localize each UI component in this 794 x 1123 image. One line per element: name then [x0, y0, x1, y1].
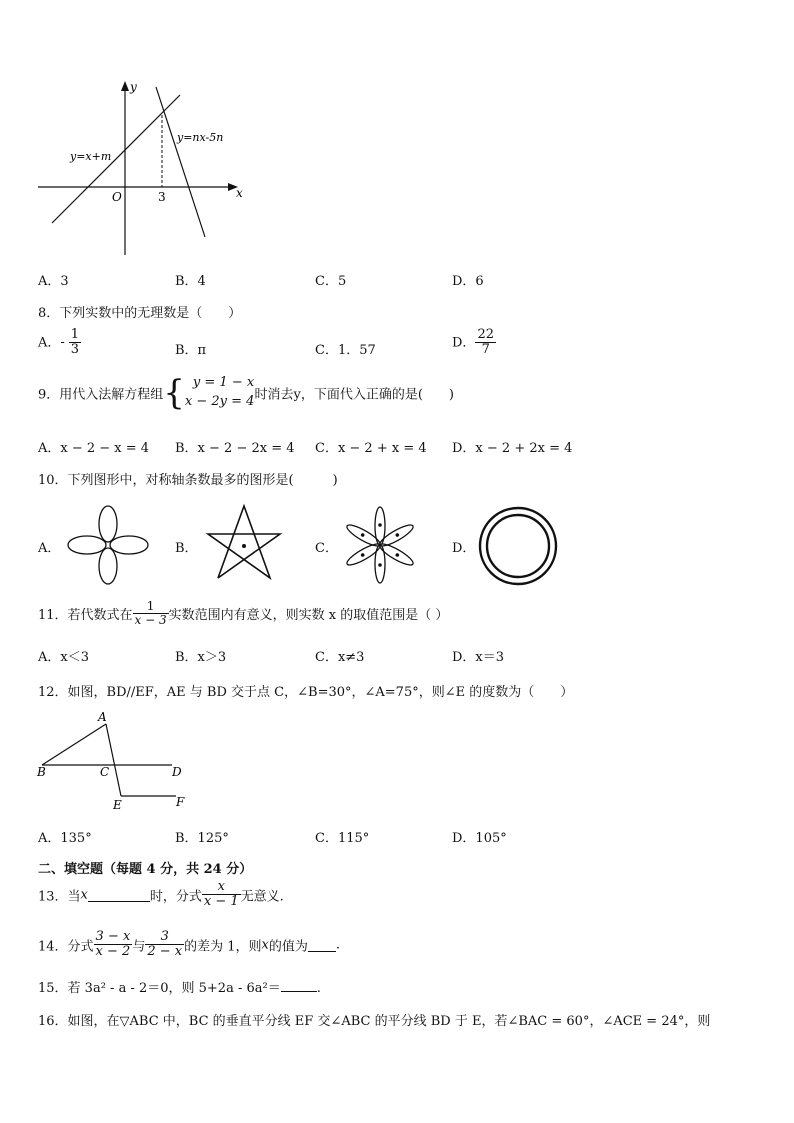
q12-option-a: A．135° [38, 831, 92, 846]
q9-eq2: x − 2y = 4 [184, 393, 255, 409]
q14-mid1: 与 [132, 939, 146, 955]
q14-f2-den: 2 − x [147, 944, 183, 960]
q9-option-b: B．x − 2 − 2x = 4 [175, 441, 295, 456]
q13-mid: 时，分式 [149, 889, 202, 905]
q8-option-a-prefix: A． [38, 335, 61, 351]
q14-answer-blank[interactable] [308, 937, 336, 952]
q16: 16．如图，在▽ABC 中，BC 的垂直平分线 EF 交∠ABC 的平分线 BD 于 E，若∠BAC = 60°，∠ACE = 24°，则 [38, 1014, 711, 1029]
tick-3-label: 3 [158, 190, 166, 204]
point-a-label: A [98, 710, 107, 724]
q10-figure-c-flower [340, 505, 420, 585]
flower-dot [378, 523, 382, 527]
flower-dot [378, 563, 382, 567]
q9-stem [38, 374, 454, 412]
q10-label-a: A． [38, 541, 61, 556]
section-2-heading: 二、填空题（每题 4 分，共 24 分） [38, 862, 253, 877]
x-axis-label: x [236, 186, 243, 200]
q14-fraction-1 [94, 930, 133, 960]
point-d-label: D [172, 765, 182, 779]
y-axis-label: y [130, 80, 137, 94]
segment-ab [42, 724, 106, 765]
flower-dot [395, 553, 400, 558]
q9-option-c: C．x − 2 + x = 4 [315, 441, 427, 456]
q8-option-d-den: 7 [481, 342, 490, 358]
q10-label-d: D． [452, 541, 476, 556]
segment-ae [106, 724, 121, 796]
q11-option-a: A．x＜3 [38, 650, 89, 665]
q10-stem: 10．下列图形中，对称轴条数最多的图形是( ) [38, 473, 338, 488]
q11-stem-pre: 11．若代数式在 [38, 608, 133, 624]
q9-system [185, 374, 255, 412]
q10-figure-b-star [204, 502, 284, 582]
q7-option-b: B．4 [175, 274, 206, 289]
q8-stem: 8．下列实数中的无理数是（ ） [38, 306, 242, 321]
q8-option-d-prefix: D． [452, 335, 476, 351]
q11-option-c: C．x≠3 [315, 650, 365, 665]
q14 [38, 930, 340, 960]
q10-figure-d-rings [477, 505, 559, 587]
q13-frac-den: x − 1 [203, 894, 239, 910]
q11-stem-post: 实数范围内有意义，则实数 x 的取值范围是（ ） [168, 608, 449, 624]
q13-var: x [80, 887, 88, 903]
outer-ring [480, 508, 556, 584]
q12-option-b: B．125° [175, 831, 229, 846]
q14-f1-den: x − 2 [95, 944, 131, 960]
q9-option-d: D．x − 2 + 2x = 4 [452, 441, 573, 456]
q7-option-a: A．3 [38, 274, 69, 289]
q13-frac-num: x [202, 880, 241, 895]
q10-label-c: C． [315, 541, 338, 556]
petal [99, 506, 117, 542]
point-f-label: F [176, 795, 185, 809]
point-e-label: E [113, 798, 122, 812]
q8-option-c: C．1．57 [315, 343, 376, 358]
petal [68, 536, 106, 554]
q13 [38, 880, 284, 910]
star-outline [208, 506, 280, 578]
q8-option-a-num: 1 [70, 327, 80, 342]
line1-label: y=x+m [70, 150, 112, 163]
q14-fraction-2 [145, 930, 184, 960]
q7-option-c: C．5 [315, 274, 347, 289]
q13-pre: 13．当 [38, 889, 81, 905]
q7-option-d: D．6 [452, 274, 484, 289]
origin-label: O [112, 190, 122, 204]
q9-stem-pre: 9．用代入法解方程组 [38, 387, 164, 403]
q13-fraction [202, 880, 241, 910]
q9-stem-post: 时消去y，下面代入正确的是( ) [254, 387, 454, 403]
q11-option-d: D．x＝3 [452, 650, 505, 665]
q13-post: 无意义. [240, 889, 284, 905]
q15 [38, 977, 321, 996]
q12-stem: 12．如图，BD//EF，AE 与 BD 交于点 C，∠B=30°，∠A=75°，则∠E 的度数为（ ） [38, 685, 574, 700]
q8-option-b: B．π [175, 343, 207, 358]
flower-dot [360, 533, 365, 538]
q15-end: . [316, 981, 321, 996]
q11-frac-num: 1 [133, 600, 169, 614]
q11-fraction [133, 600, 169, 627]
q14-end: . [335, 937, 340, 953]
q14-mid2: 的差为 1，则 [184, 939, 262, 955]
petal [99, 548, 117, 584]
line-y-nx-5n [156, 87, 205, 237]
q12-option-d: D．105° [452, 831, 507, 846]
q8-option-a-fraction [69, 328, 81, 358]
q8-option-a-sign: - [60, 335, 65, 351]
q14-pre: 14．分式 [38, 939, 94, 955]
q12-option-c: C．115° [315, 831, 370, 846]
q9-eq1: y = 1 − x [192, 375, 255, 390]
q13-answer-blank[interactable] [88, 887, 150, 902]
flower-dot [395, 533, 400, 538]
q8-option-d [452, 328, 496, 358]
q8-option-d-num: 22 [477, 327, 494, 342]
q14-f2-num: 3 [145, 930, 184, 945]
y-axis-arrow [121, 81, 129, 91]
q7-graph [30, 75, 260, 260]
q9-brace: { [163, 372, 185, 413]
inner-ring [487, 515, 549, 577]
star-dot [242, 544, 246, 548]
q8-option-d-fraction [475, 328, 496, 358]
petal [110, 536, 148, 554]
flower-dot [360, 553, 365, 558]
q12-figure [34, 708, 204, 814]
q10-label-b: B． [175, 541, 198, 556]
q14-var: x [261, 937, 269, 953]
point-b-label: B [37, 765, 46, 779]
q9-option-a: A．x − 2 − x = 4 [38, 441, 150, 456]
q14-f1-num: 3 − x [95, 929, 131, 944]
q15-text: 15．若 3a² - a - 2＝0，则 5+2a - 6a²＝ [38, 981, 281, 996]
q8-option-a [38, 328, 81, 358]
line2-label: y=nx-5n [177, 131, 224, 144]
q14-post: 的值为 [268, 939, 308, 955]
q8-option-a-den: 3 [70, 342, 80, 358]
point-c-label: C [100, 765, 110, 779]
q11-stem [38, 600, 448, 627]
q10-figure-a-four-petals [66, 505, 150, 585]
q11-frac-den: x − 3 [134, 613, 167, 628]
q11-option-b: B．x＞3 [175, 650, 227, 665]
q15-answer-blank[interactable] [281, 979, 317, 992]
